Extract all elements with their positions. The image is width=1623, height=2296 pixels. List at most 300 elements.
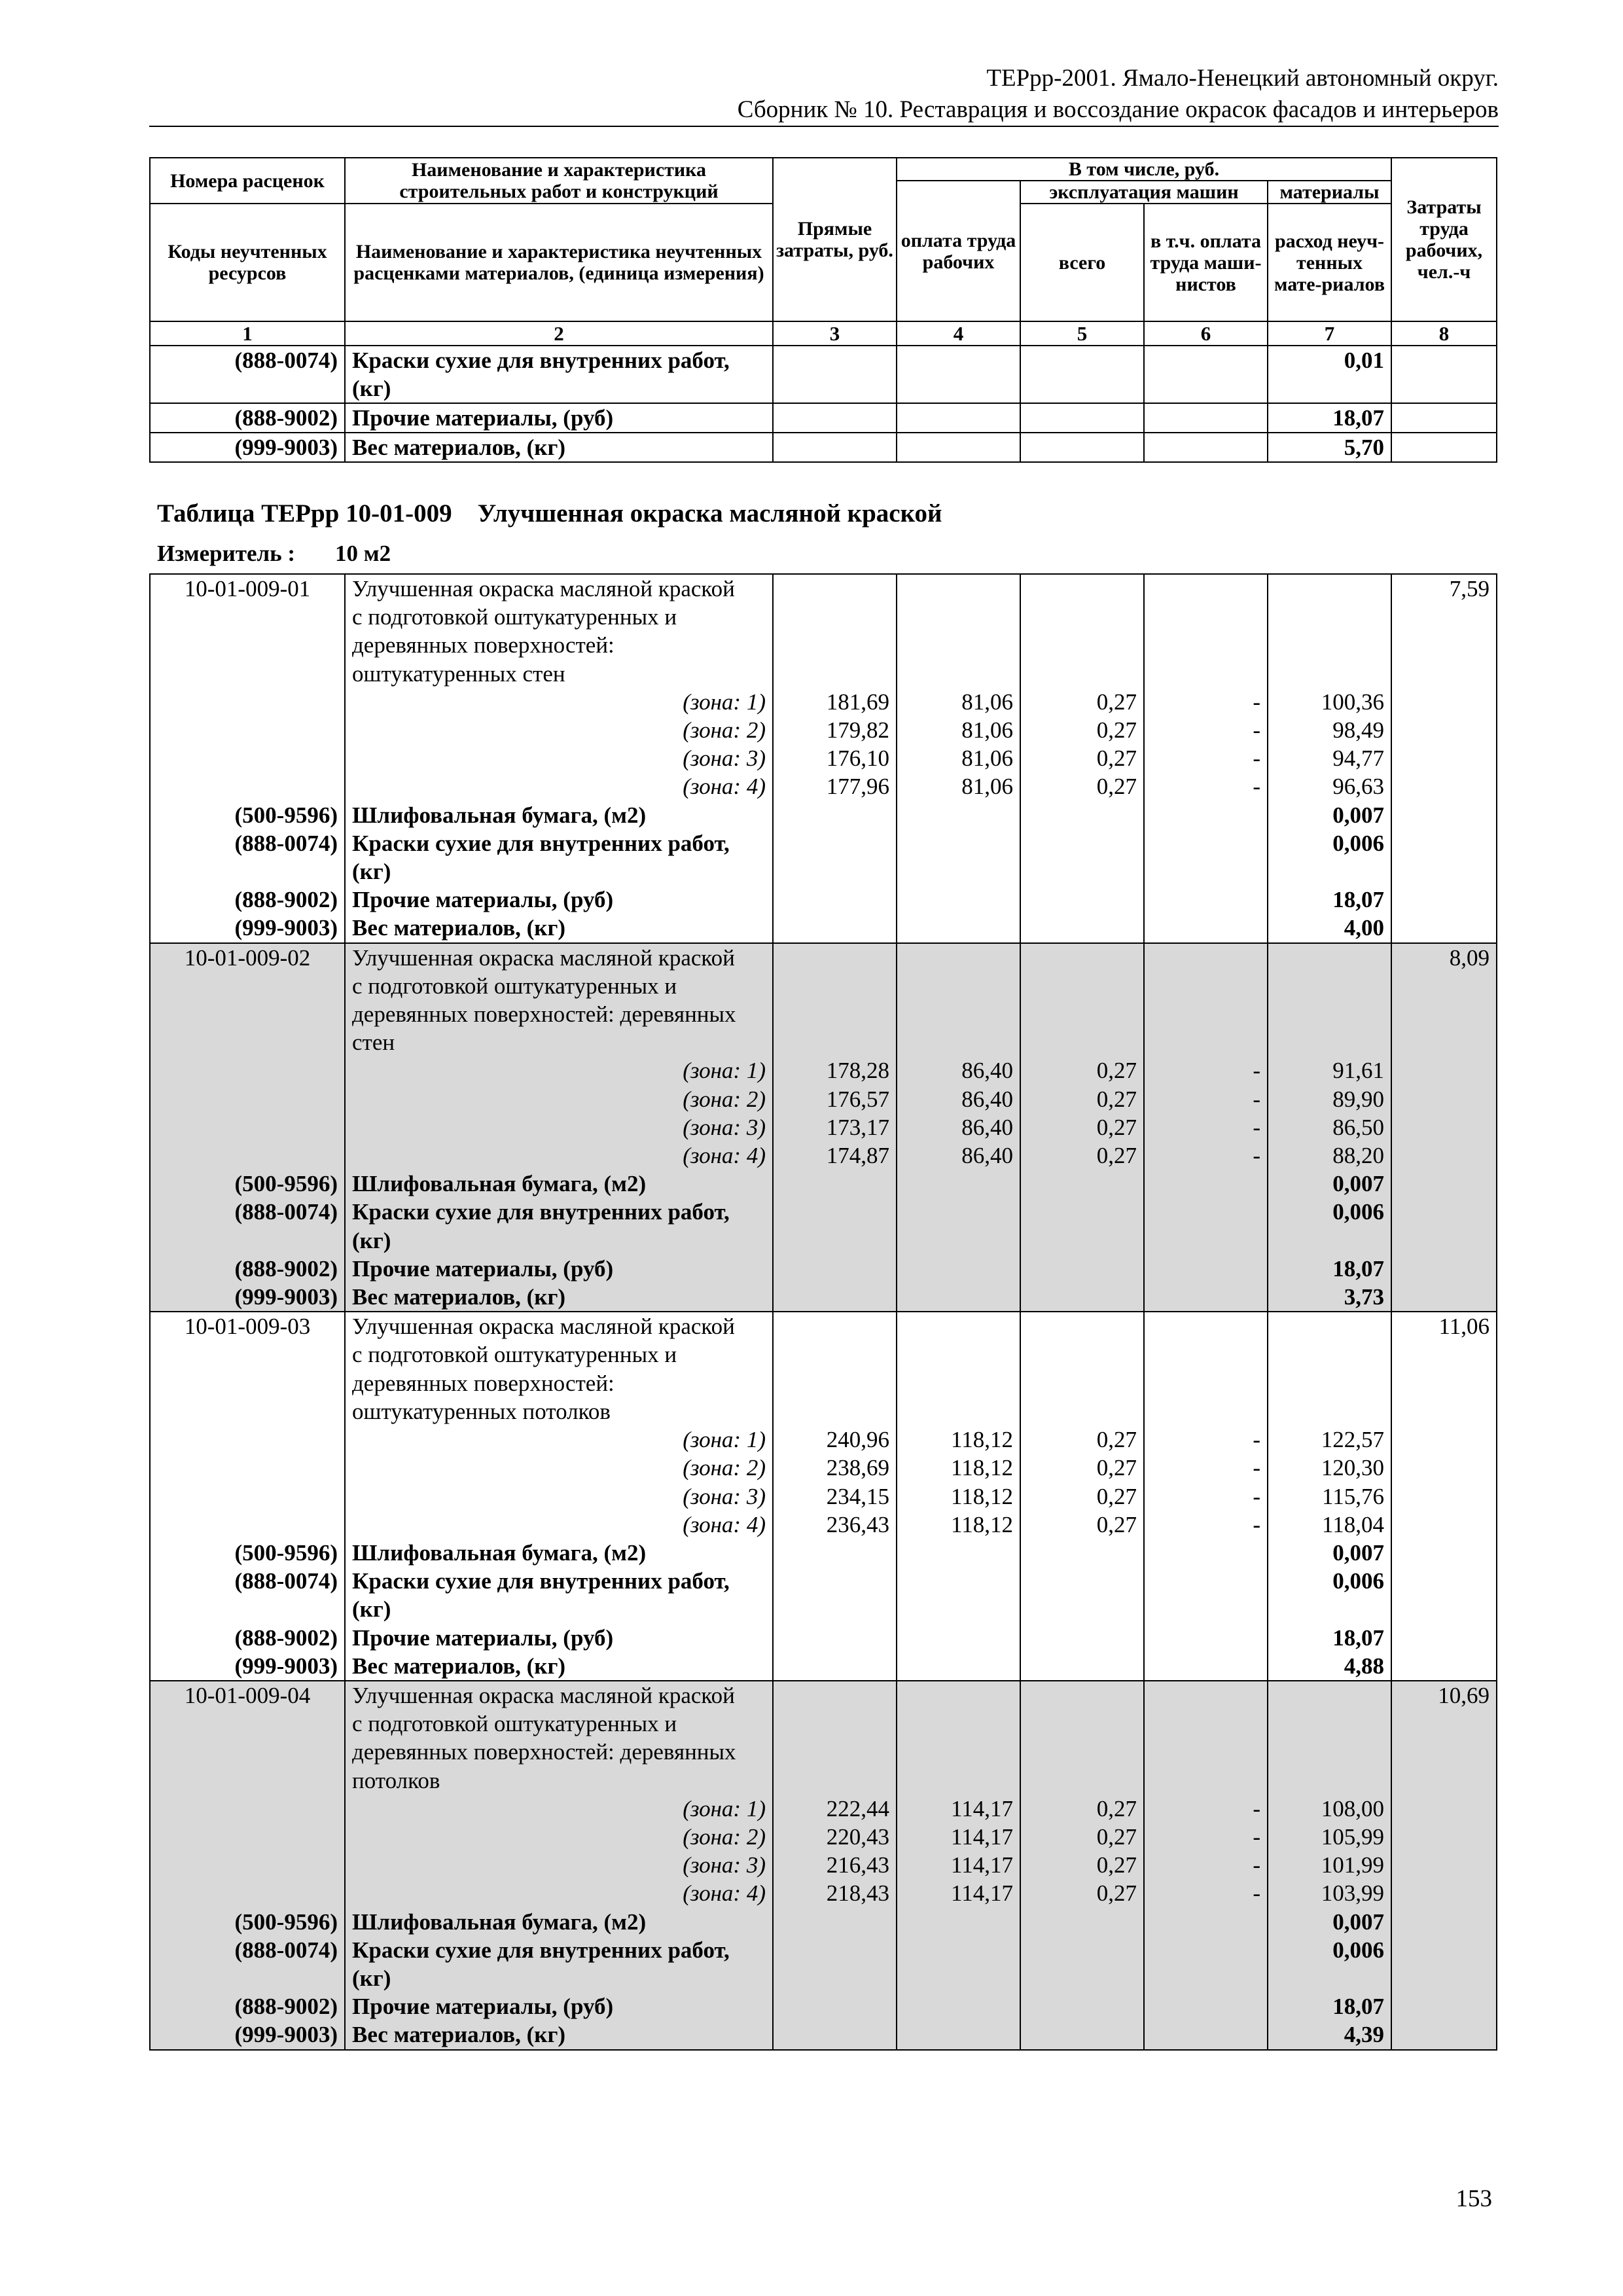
- empty-cell: [150, 1227, 345, 1255]
- zone-label: (зона: 2): [345, 1454, 773, 1482]
- wages: 114,17: [897, 1879, 1020, 1907]
- empty-cell: [1144, 574, 1268, 603]
- empty-cell: [897, 1170, 1020, 1198]
- resource-code: (500-9596): [150, 801, 345, 829]
- empty-cell: [1391, 1767, 1497, 1795]
- empty-cell: [773, 1312, 897, 1340]
- zone-row: [150, 688, 1497, 716]
- including-header: В том числе, руб.: [897, 158, 1391, 181]
- materials-cost: 89,90: [1268, 1085, 1391, 1113]
- empty-cell: [1144, 1624, 1268, 1652]
- empty-cell: [773, 1567, 897, 1595]
- empty-cell: [150, 1738, 345, 1766]
- empty-cell: [773, 1964, 897, 1992]
- empty-cell: [1020, 972, 1144, 1000]
- rate-description-row: [150, 1028, 1497, 1056]
- rate-description-row: [150, 1312, 1497, 1340]
- empty-cell: [1391, 772, 1497, 800]
- resource-name: Вес материалов, (кг): [345, 914, 773, 942]
- zone-row: [150, 1113, 1497, 1141]
- empty-cell: [1144, 1283, 1268, 1312]
- resource-code: (999-9003): [150, 2020, 345, 2049]
- empty-cell: [1144, 886, 1268, 914]
- empty-cell: [150, 1710, 345, 1738]
- zone-row: [150, 772, 1497, 800]
- empty-cell: [1391, 716, 1497, 744]
- empty-cell: [1144, 1028, 1268, 1056]
- empty-cell: [1144, 1652, 1268, 1681]
- column-number: 6: [1144, 321, 1268, 346]
- empty-cell: [150, 1085, 345, 1113]
- empty-cell: [1268, 972, 1391, 1000]
- empty-cell: [150, 716, 345, 744]
- resource-code: (888-9002): [150, 1255, 345, 1283]
- machines-total: 0,27: [1020, 1426, 1144, 1454]
- zone-row: [150, 1879, 1497, 1907]
- rate-description-row: [150, 574, 1497, 603]
- empty-cell: [1391, 1879, 1497, 1907]
- direct-cost: 179,82: [773, 716, 897, 744]
- empty-cell: [1020, 857, 1144, 886]
- materials-cost: 115,76: [1268, 1482, 1391, 1511]
- empty-cell: [1391, 1283, 1497, 1312]
- empty-cell: [1020, 1595, 1144, 1623]
- operators-wages: -: [1144, 1879, 1268, 1907]
- wages: 118,12: [897, 1454, 1020, 1482]
- direct-cost-header: Прямые затраты, руб.: [773, 158, 897, 321]
- empty-cell: [1268, 1710, 1391, 1738]
- empty-cell: [1391, 1454, 1497, 1482]
- running-header: [738, 63, 1499, 126]
- empty-cell: [897, 1738, 1020, 1766]
- resource-value: 18,07: [1268, 1992, 1391, 2020]
- empty-cell: [1144, 603, 1268, 631]
- column-number: 2: [345, 321, 773, 346]
- empty-cell: [1020, 1227, 1144, 1255]
- empty-cell: [1391, 1113, 1497, 1141]
- machines-total: 0,27: [1020, 1511, 1144, 1539]
- zone-row: [150, 1056, 1497, 1085]
- empty-cell: [773, 603, 897, 631]
- empty-cell: [897, 943, 1020, 972]
- rate-description-row: [150, 631, 1497, 659]
- empty-cell: [1020, 1710, 1144, 1738]
- operators-wages: -: [1144, 1113, 1268, 1141]
- empty-cell: [1391, 1482, 1497, 1511]
- empty-cell: [1391, 914, 1497, 942]
- column-number: 1: [150, 321, 345, 346]
- carryover-row: [150, 403, 1497, 433]
- empty-cell: [773, 631, 897, 659]
- empty-cell: [1268, 857, 1391, 886]
- empty-cell: [1268, 1028, 1391, 1056]
- empty-cell: [1391, 857, 1497, 886]
- empty-cell: [897, 603, 1020, 631]
- empty-cell: [1020, 1170, 1144, 1198]
- empty-cell: [1144, 1936, 1268, 1964]
- empty-cell: [150, 603, 345, 631]
- zone-label: (зона: 4): [345, 1141, 773, 1170]
- operators-wages: -: [1144, 716, 1268, 744]
- empty-cell: [1268, 1340, 1391, 1369]
- empty-cell: [1144, 1198, 1268, 1226]
- empty-cell: [1391, 1567, 1497, 1595]
- resource-row: [150, 1908, 1497, 1936]
- empty-cell: [1144, 801, 1268, 829]
- empty-cell: [1268, 1000, 1391, 1028]
- empty-cell: [1391, 1908, 1497, 1936]
- empty-cell: [1020, 1738, 1144, 1766]
- empty-cell: [773, 660, 897, 688]
- zone-label: (зона: 3): [345, 1113, 773, 1141]
- empty-cell: [897, 1340, 1020, 1369]
- zone-row: [150, 1426, 1497, 1454]
- empty-cell: [1391, 1539, 1497, 1567]
- zone-label: (зона: 4): [345, 772, 773, 800]
- rate-code: 10-01-009-02: [150, 943, 345, 972]
- rate-description-line: деревянных поверхностей: деревянных: [345, 1000, 773, 1028]
- empty-cell: [1391, 1028, 1497, 1056]
- materials-cost: 88,20: [1268, 1141, 1391, 1170]
- empty-cell: [1144, 1340, 1268, 1369]
- machines-header: эксплуатация машин: [1020, 181, 1268, 204]
- empty-cell: [773, 1738, 897, 1766]
- empty-cell: [1144, 972, 1268, 1000]
- empty-cell: [897, 1567, 1020, 1595]
- machines-total: 0,27: [1020, 1879, 1144, 1907]
- empty-cell: [773, 1539, 897, 1567]
- direct-cost: 176,57: [773, 1085, 897, 1113]
- resource-value: 3,73: [1268, 1283, 1391, 1312]
- resource-name: Вес материалов, (кг): [345, 433, 773, 462]
- resource-value: 0,007: [1268, 1170, 1391, 1198]
- resource-code: (888-9002): [150, 1624, 345, 1652]
- wages: 81,06: [897, 688, 1020, 716]
- labor-hours: 11,06: [1391, 1312, 1497, 1340]
- wages: 86,40: [897, 1113, 1020, 1141]
- wages: 118,12: [897, 1426, 1020, 1454]
- empty-cell: [1391, 1823, 1497, 1851]
- zone-label: (зона: 2): [345, 1085, 773, 1113]
- resource-row: [150, 1539, 1497, 1567]
- operators-wages-header: в т.ч. оплата труда маши-нистов: [1144, 204, 1268, 321]
- resource-name: Вес материалов, (кг): [345, 2020, 773, 2049]
- resource-row: [150, 1595, 1497, 1623]
- empty-cell: [1268, 1767, 1391, 1795]
- empty-cell: [897, 2020, 1020, 2049]
- rate-description-line: потолков: [345, 1767, 773, 1795]
- machines-total: 0,27: [1020, 716, 1144, 744]
- wages: 114,17: [897, 1823, 1020, 1851]
- rate-description-line: стен: [345, 1028, 773, 1056]
- wages: 114,17: [897, 1851, 1020, 1879]
- direct-cost: 176,10: [773, 744, 897, 772]
- resource-name: Краски сухие для внутренних работ, (кг): [345, 346, 773, 403]
- empty-cell: [773, 1624, 897, 1652]
- labor-hours: 7,59: [1391, 574, 1497, 603]
- operators-wages: -: [1144, 688, 1268, 716]
- resource-name: Прочие материалы, (руб): [345, 1992, 773, 2020]
- empty-cell: [150, 1369, 345, 1397]
- empty-cell: [1391, 1170, 1497, 1198]
- empty-cell: [150, 1511, 345, 1539]
- rate-code: 10-01-009-03: [150, 1312, 345, 1340]
- empty-cell: [1144, 943, 1268, 972]
- empty-cell: [773, 1369, 897, 1397]
- resource-row: [150, 2020, 1497, 2049]
- empty-cell: [773, 1198, 897, 1226]
- resource-code: (999-9003): [150, 433, 345, 462]
- empty-cell: [1144, 1312, 1268, 1340]
- empty-cell: [1391, 1426, 1497, 1454]
- resource-value: 4,39: [1268, 2020, 1391, 2049]
- operators-wages: -: [1144, 1141, 1268, 1170]
- empty-cell: [1020, 943, 1144, 972]
- empty-cell: [150, 1000, 345, 1028]
- materials-cost: 91,61: [1268, 1056, 1391, 1085]
- zone-row: [150, 1795, 1497, 1823]
- empty-cell: [773, 1767, 897, 1795]
- direct-cost: 240,96: [773, 1426, 897, 1454]
- operators-wages: -: [1144, 1056, 1268, 1085]
- header-line-2: Сборник № 10. Реставрация и воссоздание окрасок фасадов и интерьеров: [737, 96, 1499, 123]
- empty-cell: [773, 1936, 897, 1964]
- resource-row: [150, 1283, 1497, 1312]
- empty-cell: [1391, 603, 1497, 631]
- direct-cost: 178,28: [773, 1056, 897, 1085]
- empty-cell: [150, 1851, 345, 1879]
- resource-code: (999-9003): [150, 914, 345, 942]
- rate-description-row: [150, 1397, 1497, 1426]
- empty-cell: [773, 801, 897, 829]
- empty-cell: [897, 1227, 1020, 1255]
- materials-cost: 94,77: [1268, 744, 1391, 772]
- resource-value: 18,07: [1268, 403, 1391, 433]
- zone-row: [150, 1823, 1497, 1851]
- empty-cell: [1144, 857, 1268, 886]
- operators-wages: -: [1144, 1482, 1268, 1511]
- resource-code: (888-9002): [150, 403, 345, 433]
- zone-row: [150, 1851, 1497, 1879]
- zone-row: [150, 744, 1497, 772]
- zone-row: [150, 1511, 1497, 1539]
- empty-cell: [150, 631, 345, 659]
- wages: 86,40: [897, 1085, 1020, 1113]
- resource-row: [150, 801, 1497, 829]
- empty-cell: [150, 972, 345, 1000]
- empty-cell: [1144, 829, 1268, 857]
- resource-name: Шлифовальная бумага, (м2): [345, 1170, 773, 1198]
- resource-code: (999-9003): [150, 1283, 345, 1312]
- empty-cell: [1020, 1028, 1144, 1056]
- empty-cell: [773, 943, 897, 972]
- empty-cell: [897, 972, 1020, 1000]
- empty-cell: [773, 1595, 897, 1623]
- empty-cell: [150, 1340, 345, 1369]
- rate-description-line: с подготовкой оштукатуренных и: [345, 1710, 773, 1738]
- empty-cell: [1391, 1652, 1497, 1681]
- rate-description-row: [150, 943, 1497, 972]
- empty-cell: [150, 1141, 345, 1170]
- column-header-table: [149, 157, 1497, 463]
- empty-cell: [1391, 1936, 1497, 1964]
- machines-total-header: всего: [1020, 204, 1144, 321]
- rate-description-line: Улучшенная окраска масляной краской: [345, 1312, 773, 1340]
- empty-cell: [1020, 1767, 1144, 1795]
- empty-cell: [1391, 1795, 1497, 1823]
- empty-cell: [1391, 688, 1497, 716]
- empty-cell: [150, 688, 345, 716]
- rate-description-row: [150, 1000, 1497, 1028]
- empty-cell: [1391, 1964, 1497, 1992]
- empty-cell: [897, 1767, 1020, 1795]
- resource-name: Краски сухие для внутренних работ,: [345, 1567, 773, 1595]
- empty-cell: [897, 1908, 1020, 1936]
- empty-cell: [773, 1000, 897, 1028]
- zone-label: (зона: 1): [345, 1426, 773, 1454]
- empty-cell: [1391, 1992, 1497, 2020]
- materials-cost: 108,00: [1268, 1795, 1391, 1823]
- empty-cell: [1268, 631, 1391, 659]
- operators-wages: -: [1144, 1823, 1268, 1851]
- empty-cell: [897, 1539, 1020, 1567]
- resource-value: 18,07: [1268, 1255, 1391, 1283]
- empty-cell: [897, 1652, 1020, 1681]
- empty-cell: [1268, 1681, 1391, 1710]
- empty-cell: [150, 1767, 345, 1795]
- empty-cell: [1144, 1539, 1268, 1567]
- rate-description-row: [150, 972, 1497, 1000]
- zone-label: (зона: 4): [345, 1879, 773, 1907]
- materials-header: материалы: [1268, 181, 1391, 204]
- materials-cost: 96,63: [1268, 772, 1391, 800]
- empty-cell: [773, 2020, 897, 2049]
- empty-cell: [773, 914, 897, 942]
- resource-row: [150, 886, 1497, 914]
- rate-description-line: деревянных поверхностей: деревянных: [345, 1738, 773, 1766]
- table-title-label: Таблица ТЕРрр 10-01-009: [157, 499, 452, 528]
- empty-cell: [1020, 1000, 1144, 1028]
- zone-label: (зона: 2): [345, 1823, 773, 1851]
- direct-cost: 222,44: [773, 1795, 897, 1823]
- empty-cell: [897, 1936, 1020, 1964]
- zone-label: (зона: 2): [345, 716, 773, 744]
- empty-cell: [897, 1312, 1020, 1340]
- resource-name: (кг): [345, 1595, 773, 1623]
- resource-name: Шлифовальная бумага, (м2): [345, 1908, 773, 1936]
- column-number-row: [150, 321, 1497, 346]
- empty-cell: [1144, 1992, 1268, 2020]
- rate-description-line: оштукатуренных стен: [345, 660, 773, 688]
- column-number: 4: [897, 321, 1020, 346]
- resource-row: [150, 1227, 1497, 1255]
- machines-total: 0,27: [1020, 1795, 1144, 1823]
- empty-cell: [773, 1992, 897, 2020]
- empty-cell: [897, 1000, 1020, 1028]
- table-title-name: Улучшенная окраска масляной краской: [477, 499, 942, 528]
- empty-cell: [1391, 1227, 1497, 1255]
- empty-cell: [1391, 1511, 1497, 1539]
- empty-cell: [1020, 1652, 1144, 1681]
- empty-cell: [1020, 914, 1144, 942]
- empty-cell: [1391, 1198, 1497, 1226]
- empty-cell: [1268, 943, 1391, 972]
- direct-cost: 173,17: [773, 1113, 897, 1141]
- wages: 81,06: [897, 772, 1020, 800]
- machines-total: 0,27: [1020, 1141, 1144, 1170]
- empty-cell: [150, 1595, 345, 1623]
- empty-cell: [897, 829, 1020, 857]
- labor-hours: 8,09: [1391, 943, 1497, 972]
- empty-cell: [897, 1369, 1020, 1397]
- rate-description-row: [150, 660, 1497, 688]
- resource-name: Краски сухие для внутренних работ,: [345, 1198, 773, 1226]
- operators-wages: -: [1144, 1426, 1268, 1454]
- operators-wages: -: [1144, 744, 1268, 772]
- empty-cell: [897, 857, 1020, 886]
- empty-cell: [1020, 1198, 1144, 1226]
- empty-cell: [1144, 1767, 1268, 1795]
- empty-cell: [897, 801, 1020, 829]
- wages: 86,40: [897, 1056, 1020, 1085]
- resource-code: (888-0074): [150, 1936, 345, 1964]
- empty-cell: [1391, 1595, 1497, 1623]
- resource-value: 4,00: [1268, 914, 1391, 942]
- empty-cell: [1020, 660, 1144, 688]
- resource-name: Шлифовальная бумага, (м2): [345, 1539, 773, 1567]
- direct-cost: 177,96: [773, 772, 897, 800]
- empty-cell: [1391, 1340, 1497, 1369]
- resource-row: [150, 1198, 1497, 1226]
- resource-name: Шлифовальная бумага, (м2): [345, 801, 773, 829]
- col1-bottom-header: Коды неучтенных ресурсов: [150, 204, 345, 321]
- resource-code: (500-9596): [150, 1908, 345, 1936]
- operators-wages: -: [1144, 1454, 1268, 1482]
- resource-row: [150, 1652, 1497, 1681]
- empty-cell: [897, 1992, 1020, 2020]
- resource-name: Краски сухие для внутренних работ,: [345, 1936, 773, 1964]
- empty-cell: [1391, 1710, 1497, 1738]
- empty-cell: [150, 1823, 345, 1851]
- machines-total: 0,27: [1020, 772, 1144, 800]
- empty-cell: [773, 1227, 897, 1255]
- empty-cell: [773, 1170, 897, 1198]
- empty-cell: [1144, 1000, 1268, 1028]
- empty-cell: [897, 1595, 1020, 1623]
- zone-label: (зона: 3): [345, 744, 773, 772]
- empty-cell: [773, 829, 897, 857]
- resource-code: (500-9596): [150, 1539, 345, 1567]
- empty-cell: [1020, 631, 1144, 659]
- operators-wages: -: [1144, 1511, 1268, 1539]
- direct-cost: 218,43: [773, 1879, 897, 1907]
- rate-description-row: [150, 1767, 1497, 1795]
- rate-description-row: [150, 603, 1497, 631]
- empty-cell: [773, 1681, 897, 1710]
- empty-cell: [1391, 1056, 1497, 1085]
- rate-description-line: с подготовкой оштукатуренных и: [345, 603, 773, 631]
- empty-cell: [773, 972, 897, 1000]
- wages-header: оплата труда рабочих: [897, 181, 1020, 321]
- resource-value: 18,07: [1268, 886, 1391, 914]
- measure-label: Измеритель :: [157, 541, 296, 566]
- empty-cell: [773, 1028, 897, 1056]
- resource-value: 0,006: [1268, 1198, 1391, 1226]
- empty-cell: [1020, 1964, 1144, 1992]
- zone-row: [150, 1141, 1497, 1170]
- resource-value: 5,70: [1268, 433, 1391, 462]
- empty-cell: [773, 1340, 897, 1369]
